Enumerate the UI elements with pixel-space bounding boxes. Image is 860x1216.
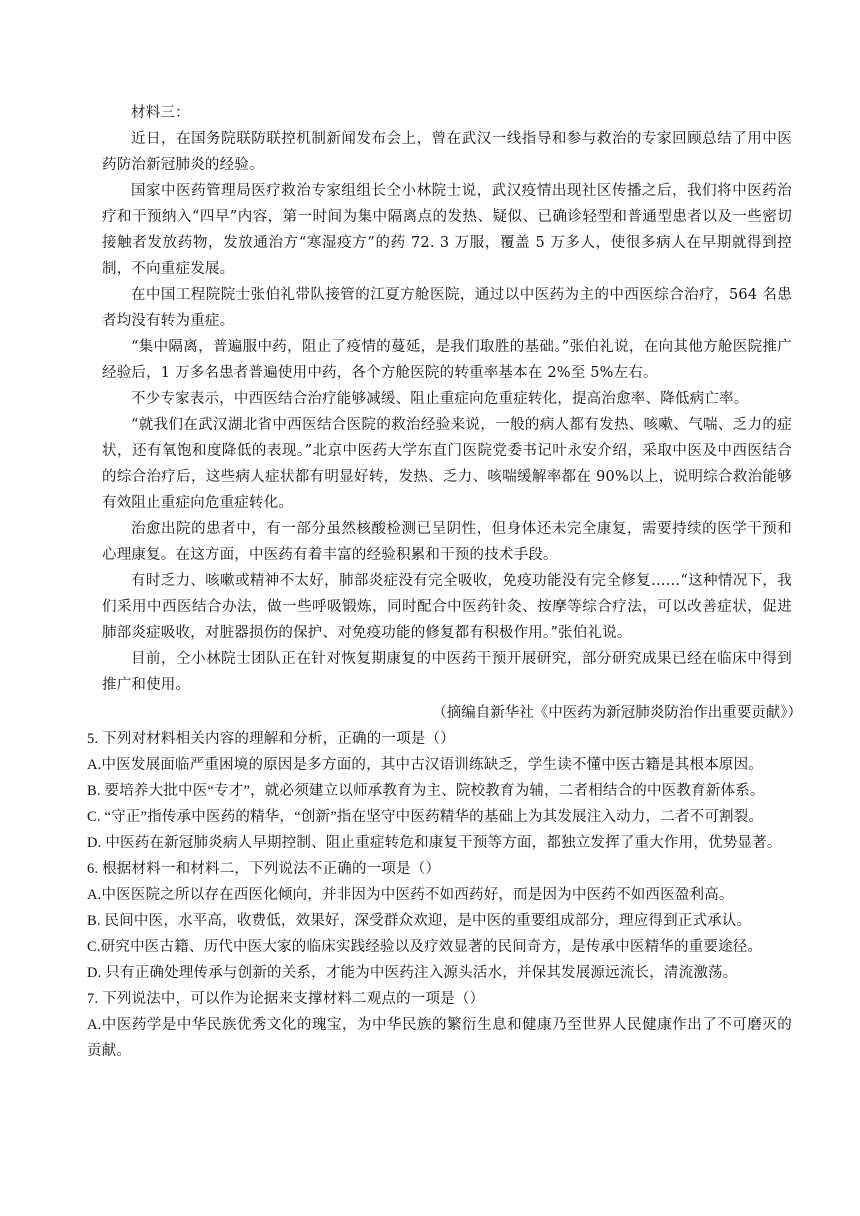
material-label: 材料三： — [131, 105, 190, 121]
question-stem-6: 6. 根据材料一和材料二，下列说法不正确的一项是（） — [87, 861, 441, 877]
material-paragraph: 目前，仝小林院士团队正在针对恢复期康复的中医药干预开展研究，部分研究成果已经在临床中得到推广和使用。 — [102, 651, 792, 693]
question-5-option-a: A.中医发展面临严重困境的原因是多方面的，其中古汉语训练缺乏，学生读不懂中医古籍是其根本原因。 — [87, 757, 763, 773]
question-5-option-b: B. 要培养大批中医“专才”，就必须建立以师承教育为主、院校教育为辅，二者相结合的中医教育新体系。 — [87, 783, 765, 799]
material-paragraph: 治愈出院的患者中，有一部分虽然核酸检测已呈阴性，但身体还未完全康复，需要持续的医学干预和心理康复。在这方面，中医药有着丰富的经验积累和干预的技术手段。 — [102, 521, 792, 563]
material-paragraph: 不少专家表示，中西医结合治疗能够减缓、阻止重症向危重症转化，提高治愈率、降低病亡率。 — [131, 391, 749, 407]
question-5-option-d: D. 中医药在新冠肺炎病人早期控制、阻止重症转危和康复干预等方面，都独立发挥了重大作用，优势显著。 — [87, 835, 782, 851]
material-paragraph: 国家中医药管理局医疗救治专家组组长仝小林院士说，武汉疫情出现社区传播之后，我们将中医药治疗和干预纳入“四早”内容，第一时间为集中隔离点的发热、疑似、已确诊轻型和普通型患者以及一些密切接触者发放药物，发放通治方“寒湿疫方”的药 72. 3 万服，覆盖 5 万多人，使很多病人在早期就得到控制，不向重症发展。 — [102, 183, 792, 277]
source-citation: （摘编自新华社《中医药为新冠肺炎防治作出重要贡献》） — [432, 705, 802, 721]
material-paragraph: “集中隔离，普遍服中药，阻止了疫情的蔓延，是我们取胜的基础。”张伯礼说，在向其他方舱医院推广经验后，1 万多名患者普遍使用中药，各个方舱医院的转重率基本在 2%至 5%左右。 — [102, 339, 792, 381]
material-paragraph: “就我们在武汉湖北省中西医结合医院的救治经验来说，一般的病人都有发热、咳嗽、气喘、乏力的症状，还有氧饱和度降低的表现。”北京中医药大学东直门医院党委书记叶永安介绍，采取中医及中西医结合的综合治疗后，这些病人症状都有明显好转，发热、乏力、咳喘缓解率都在 90%以上，说明综合救治能够有效阻止重症向危重症转化。 — [102, 417, 792, 511]
material-paragraph: 有时乏力、咳嗽或精神不太好，肺部炎症没有完全吸收，免疫功能没有完全修复……“这种情况下，我们采用中西医结合办法，做一些呼吸锻炼，同时配合中医药针灸、按摩等综合疗法，可以改善症状，促进肺部炎症吸收，对脏器损伤的保护、对免疫功能的修复都有积极作用。”张伯礼说。 — [102, 573, 792, 641]
question-6-option-b: B. 民间中医，水平高，收费低，效果好，深受群众欢迎，是中医的重要组成部分，理应得到正式承认。 — [87, 913, 752, 929]
material-paragraph: 近日，在国务院联防联控机制新闻发布会上，曾在武汉一线指导和参与救治的专家回顾总结了用中医药防治新冠肺炎的经验。 — [102, 131, 792, 173]
question-stem-7: 7. 下列说法中，可以作为论据来支撑材料二观点的一项是（） — [87, 991, 485, 1007]
question-6-option-c: C.研究中医古籍、历代中医大家的临床实践经验以及疗效显著的民间奇方，是传承中医精华的重要途径。 — [87, 939, 763, 955]
question-stem-5: 5. 下列对材料相关内容的理解和分析，正确的一项是（） — [87, 731, 455, 747]
question-6-option-d: D. 只有正确处理传承与创新的关系，才能为中医药注入源头活水，并保其发展源远流长，清流激荡。 — [87, 965, 738, 981]
question-5-option-c: C. “守正”指传承中医药的精华，“创新”指在坚守中医药精华的基础上为其发展注入动力，二者不可割裂。 — [87, 809, 764, 825]
material-paragraph: 在中国工程院院士张伯礼带队接管的江夏方舱医院，通过以中医药为主的中西医综合治疗，564 名患者均没有转为重症。 — [102, 287, 792, 329]
question-7-option-a: A.中医药学是中华民族优秀文化的瑰宝，为中华民族的繁衍生息和健康乃至世界人民健康作出了不可磨灭的贡献。 — [87, 1017, 792, 1059]
question-6-option-a: A.中医医院之所以存在西医化倾向，并非因为中医药不如西药好，而是因为中医药不如西医盈利高。 — [87, 887, 734, 903]
